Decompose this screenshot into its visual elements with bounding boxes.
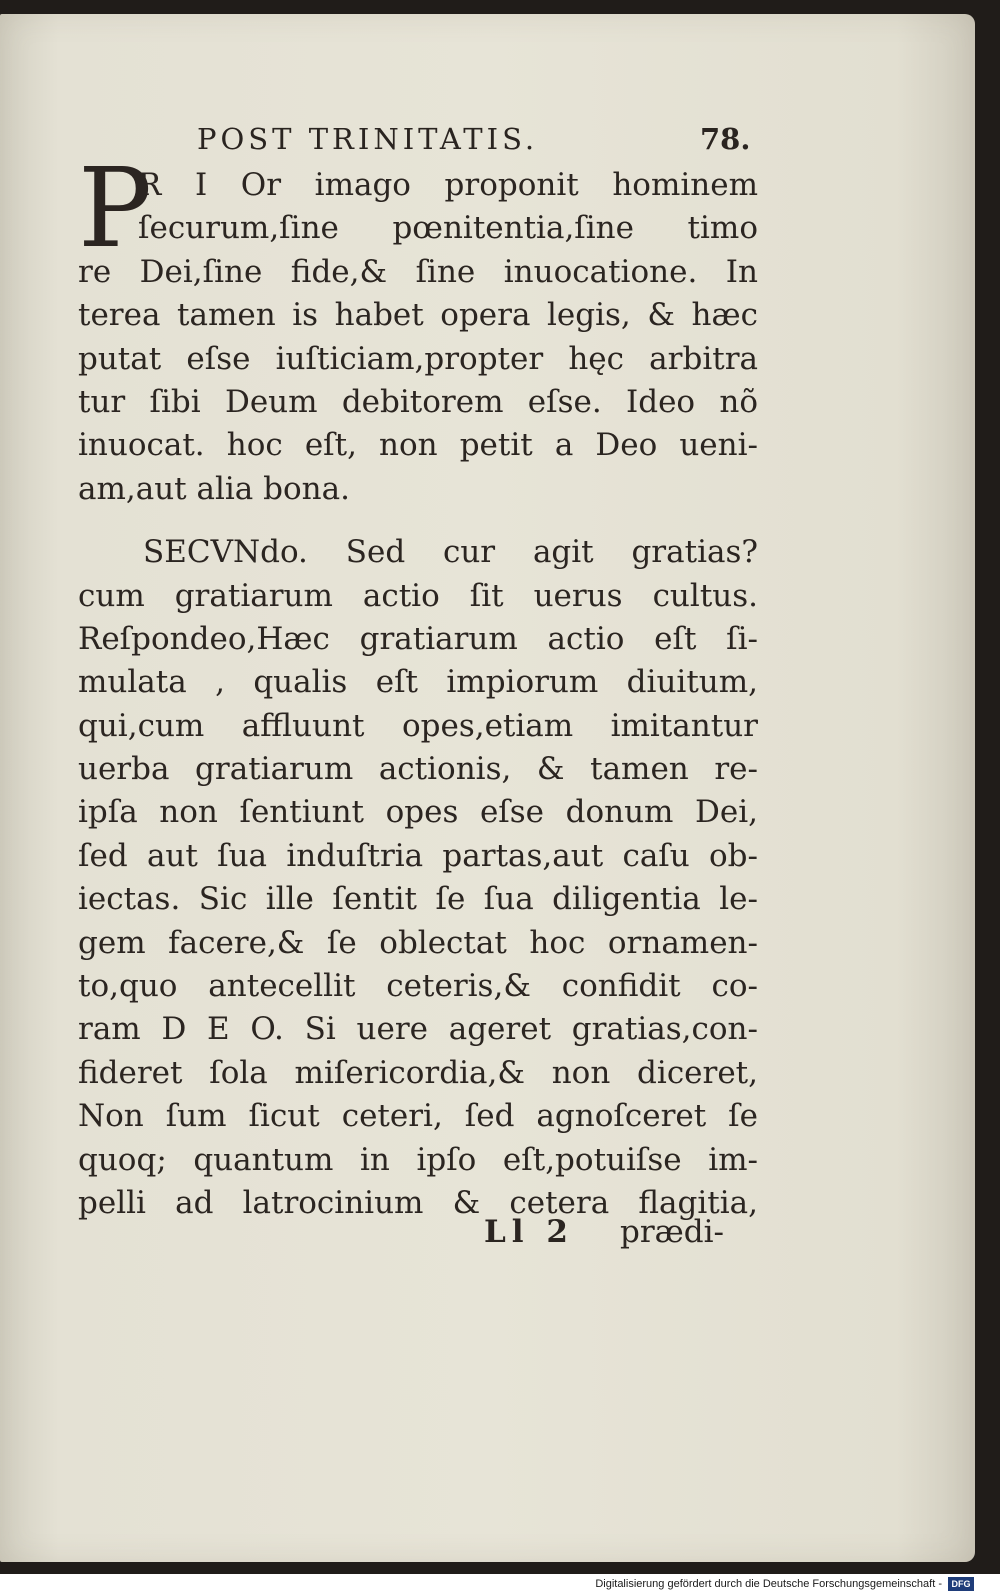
text-line: fideret ſola miſericordia,& non diceret,	[78, 1054, 758, 1091]
text-line: cum gratiarum actio ſit uerus cultus.	[78, 577, 758, 614]
text-line: putat eſse iuſticiam,propter hęc arbitra	[78, 340, 758, 377]
text-line: ſed aut ſua induſtria partas,aut caſu ob-	[78, 837, 758, 874]
paragraph-1	[78, 144, 758, 511]
text-line: tur ſibi Deum debitorem eſse. Ideo nõ	[78, 383, 758, 420]
folio-number: 78.	[700, 122, 751, 156]
text-line: mulata , qualis eſt impiorum diuitum,	[78, 664, 758, 701]
text-line: ſecurum,ſine pœnitentia,ſine timo	[138, 210, 758, 247]
paragraph-2	[78, 531, 758, 1225]
paragraph-gap	[78, 511, 758, 531]
text-line: qui,cum affluunt opes,etiam imitantur	[78, 707, 758, 744]
signature-mark: Ll 2	[484, 1214, 574, 1250]
text-line: gem facere,& ſe oblectat hoc ornamen-	[78, 924, 758, 961]
drop-cap: P	[78, 144, 153, 272]
text-line: SECVNdo. Sed cur agit gratias?	[143, 534, 758, 571]
text-line: Reſpondeo,Hæc gratiarum actio eſt ſi-	[78, 620, 758, 657]
text-line: pelli ad latrocinium & cetera flagitia,	[78, 1184, 758, 1221]
text-line: R I Or imago proponit hominem	[138, 167, 758, 203]
text-line: to,quo antecellit ceteris,& confidit co-	[78, 968, 758, 1005]
text-line: inuocat. hoc eſt, non petit a Deo ueni-	[78, 427, 758, 464]
text-line: iectas. Sic ille ſentit ſe ſua diligentia le-	[78, 881, 758, 918]
running-head: POST TRINITATIS.	[197, 122, 539, 156]
book-page	[0, 14, 975, 1562]
dfg-logo: DFG	[948, 1577, 974, 1591]
dfg-credit: Digitalisierung gefördert durch die Deutsche Forschungsgemeinschaft -	[595, 1578, 942, 1590]
text-line: re Dei,ſine fide,& ſine inuocatione. In	[78, 253, 758, 290]
footer-strip	[0, 1574, 1000, 1596]
text-line: terea tamen is habet opera legis, & hæc	[78, 297, 758, 334]
body-text	[78, 144, 758, 1225]
text-line: quoq; quantum in ipſo eſt,potuiſse im-	[78, 1141, 758, 1178]
text-line: ipſa non ſentiunt opes eſse donum Dei,	[78, 794, 758, 831]
text-line: am,aut alia bona.	[78, 470, 350, 507]
text-line: ram D E O. Si uere ageret gratias,con-	[78, 1011, 758, 1048]
text-line: uerba gratiarum actionis, & tamen re-	[78, 751, 758, 788]
text-line: Non ſum ſicut ceteri, ſed agnoſceret ſe	[78, 1098, 758, 1135]
catchword: prædi-	[620, 1214, 725, 1250]
